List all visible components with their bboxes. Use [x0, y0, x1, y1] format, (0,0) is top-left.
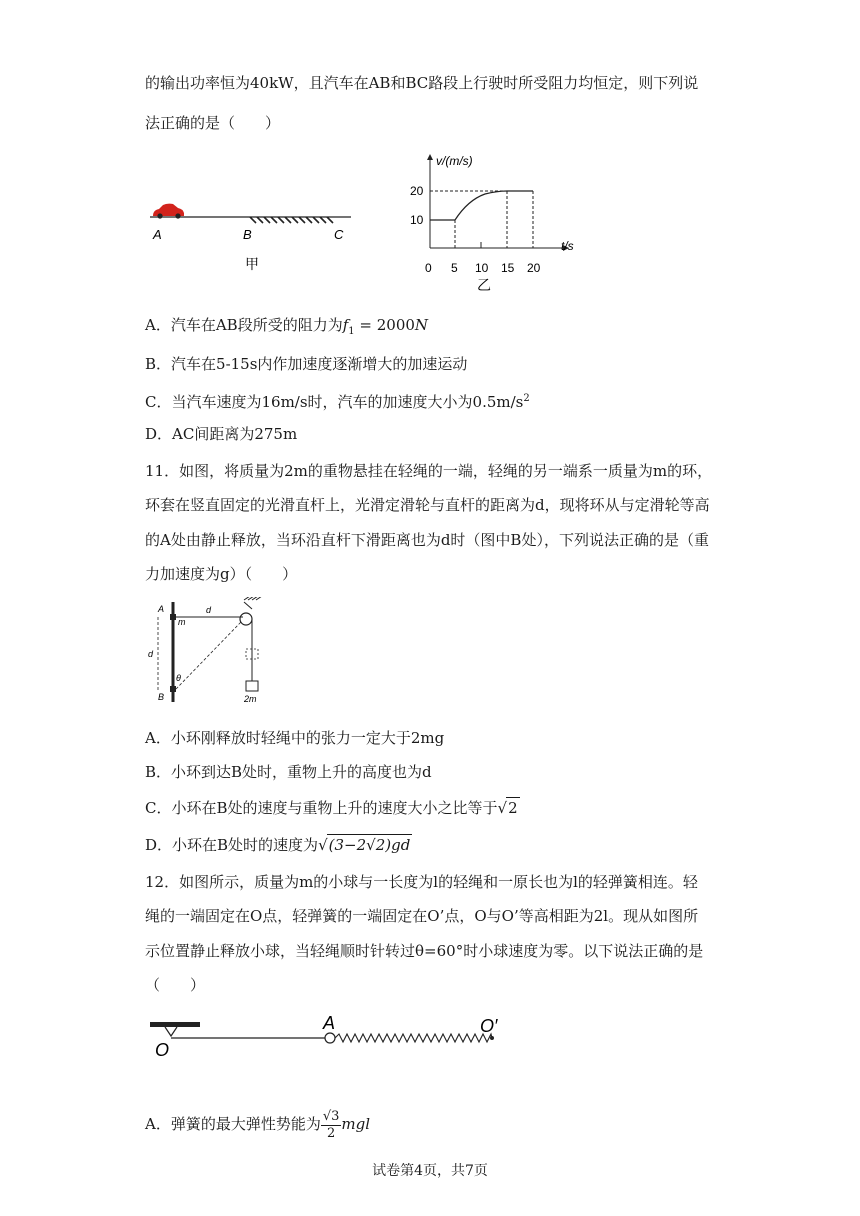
ceiling-hatch [244, 597, 262, 600]
q11-option-c[interactable]: C．小环在B处的速度与重物上升的速度大小之比等于√2 [145, 799, 518, 817]
x-tick-15: 15 [501, 261, 515, 275]
point-o-prime [490, 1036, 494, 1040]
x-tick-5: 5 [451, 261, 458, 275]
label-o: O [155, 1040, 170, 1060]
q10-option-a[interactable]: A．汽车在AB段所受的阻力为$f_1 = 2000N$ [145, 316, 429, 337]
q10-option-c[interactable]: C．当汽车速度为16m/s时，汽车的加速度大小为$0.5m/s^2$ [145, 393, 530, 411]
label-a: A [158, 604, 165, 614]
ball [325, 1033, 335, 1043]
support-block [150, 1022, 200, 1027]
road-hatching [250, 217, 333, 223]
y-axis-label: v/(m/s) [436, 154, 473, 168]
q11-text-line1: 11．如图，将质量为2m的重物悬挂在轻绳的一端，轻绳的另一端系一质量为m的环， [145, 462, 713, 480]
spring [335, 1034, 492, 1042]
x-axis-label: t/s [561, 239, 574, 253]
road-label-a: A [153, 227, 162, 242]
page-footer: 试卷第4页，共7页 [372, 1163, 488, 1179]
road-label-c: C [334, 227, 344, 242]
q10-option-d[interactable]: D．AC间距离为275m [145, 425, 298, 443]
label-d-top: d [206, 605, 212, 615]
q11-text-line2: 环套在竖直固定的光滑直杆上，光滑定滑轮与直杆的距离为d，现将环从与定滑轮等高 [145, 496, 710, 514]
q10-text-line1: 的输出功率恒为40kW，且汽车在AB和BC路段上行驶时所受阻力均恒定，则下列说 [145, 74, 699, 92]
q12-text-line3: 示位置静止释放小球，当轻绳顺时针转过θ=60°时小球速度为零。以下说法正确的是 [145, 942, 704, 960]
label-2m: 2m [244, 694, 257, 704]
q12-option-a[interactable]: A．弹簧的最大弹性势能为 $\frac{√3}{2}$ mgl [145, 1108, 371, 1141]
weight-2m [246, 681, 258, 691]
label-m: m [178, 617, 186, 627]
q12-text-line1: 12．如图所示，质量为m的小球与一长度为l的轻绳和一原长也为l的轻弹簧相连。轻 [145, 873, 698, 891]
car-icon [153, 204, 184, 219]
diagonal-rope [176, 622, 241, 689]
ring-a [170, 614, 176, 620]
q10-option-b[interactable]: B．汽车在5-15s内作加速度逐渐增大的加速运动 [145, 355, 468, 373]
q10-figure-road [145, 195, 360, 285]
road-label-b: B [243, 227, 252, 242]
q11-text-line3: 的A处由静止释放，当环沿直杆下滑距离也为d时（图中B处），下列说法正确的是（重 [145, 531, 709, 549]
y-tick-10: 10 [410, 213, 424, 227]
q11-figure-pulley [148, 597, 273, 709]
chart-caption: 乙 [477, 277, 491, 293]
q12-text-line2: 绳的一端固定在O点，轻弹簧的一端固定在O’点，O与O’等高相距为2l。现从如图所 [145, 907, 699, 925]
pivot-o [165, 1027, 177, 1036]
q11-text-line4: 力加速度为g）（ ） [145, 565, 298, 583]
x-tick-0: 0 [425, 261, 432, 275]
q10-text-line2: 法正确的是（ ） [145, 114, 281, 132]
y-tick-20: 20 [410, 184, 424, 198]
q11-option-b[interactable]: B．小环到达B处时，重物上升的高度也为d [145, 763, 432, 781]
ring-b [170, 686, 176, 692]
q10-vt-chart [405, 150, 590, 295]
q12-figure-spring [145, 1010, 515, 1060]
q12-text-line4: （ ） [145, 976, 206, 994]
q11-option-d[interactable]: D．小环在B处时的速度为√(3−2√2)gd [145, 836, 411, 854]
q11-option-a[interactable]: A．小环刚释放时轻绳中的张力一定大于2mg [145, 729, 445, 747]
label-o-prime: O′ [480, 1016, 498, 1036]
label-d-side: d [148, 649, 154, 659]
label-b: B [158, 692, 165, 702]
road-caption: 甲 [245, 256, 259, 272]
pulley-icon [240, 613, 252, 625]
label-a: A [323, 1013, 336, 1033]
x-tick-10: 10 [475, 261, 489, 275]
velocity-curve [430, 191, 533, 220]
x-tick-20: 20 [527, 261, 541, 275]
label-theta: θ [176, 673, 181, 683]
